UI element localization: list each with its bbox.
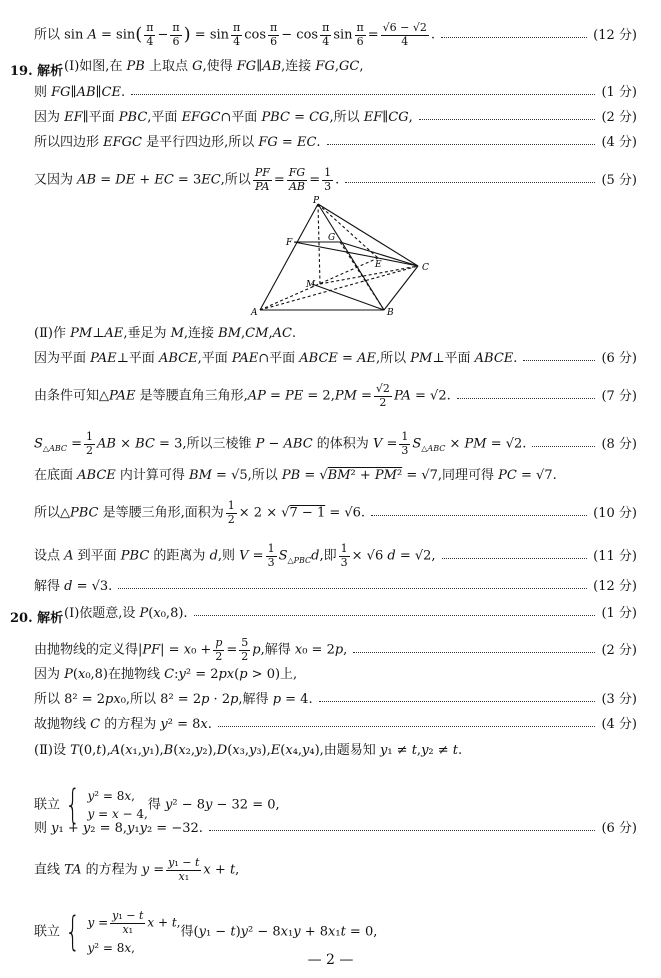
- line-19-10: 在底面 ABCE 内计算可得 BM = √5,所以 PB = √BM² + PM² = √7,同理可得 PC = √7.: [34, 468, 557, 483]
- line-19-3: 因为 EF∥平面 PBC,平面 EFGC∩平面 PBC = CG,所以 EF∥CG, (2 分): [34, 110, 637, 125]
- edge-PE: [318, 204, 378, 258]
- line-19-7: 因为平面 PAE⊥平面 ABCE,平面 PAE∩平面 ABCE = AE,所以 PM⊥平面 ABCE. (6 分): [34, 351, 637, 366]
- line-20-8: 则 y₁ + y₂ = 8,y₁y₂ = −32. (6 分): [34, 821, 637, 836]
- line-19-2: 则 FG∥AB∥CE. (1 分): [34, 85, 637, 100]
- label-C: C: [422, 263, 429, 273]
- label-F: F: [286, 238, 293, 248]
- page-number: — 2 —: [307, 952, 354, 968]
- edge-PA: [260, 204, 318, 310]
- question-20-header: 20. 解析: [10, 611, 64, 626]
- question-19-header: 19. 解析: [10, 64, 64, 79]
- edge-GB: [340, 242, 384, 310]
- edge-PM: [318, 204, 320, 284]
- edge-MB: [312, 284, 384, 310]
- line-20-1: (Ⅰ)依题意,设 P(x₀,8). (1 分): [64, 606, 637, 621]
- edge-MC: [320, 266, 418, 284]
- edge-BC: [384, 266, 418, 310]
- label-B: B: [387, 308, 394, 316]
- line-19-4: 所以四边形 EFGC 是平行四边形,所以 FG = EC. (4 分): [34, 135, 637, 150]
- line-19-11: 所以△PBC 是等腰三角形,面积为 $\frac{1}{2}$ × 2 × √7 − 1 = √6. (10 分): [34, 499, 637, 526]
- line-19-13: 解得 d = √3. (12 分): [34, 579, 637, 594]
- points: (12 分): [593, 27, 637, 43]
- line-20-9: 直线 TA 的方程为 y = $\frac{\text{y₁ − t}}{\text{x₁}}$ x + t,: [34, 856, 240, 883]
- line-19-1: (Ⅰ)如图,在 PB 上取点 G,使得 FG∥AB,连接 FG,GC,: [64, 59, 364, 74]
- line-20-6: (Ⅱ)设 T(0,t),A(x₁,y₁),B(x₂,y₂),D(x₃,y₃),E(x₄,y₄),由题易知 y₁ ≠ t,y₂ ≠ t.: [34, 743, 463, 758]
- edge-AC: [260, 266, 418, 310]
- line-20-3: 因为 P(x₀,8)在抛物线 C:y² = 2px(p > 0)上,: [34, 667, 298, 682]
- label-E: E: [375, 260, 382, 270]
- label-A: A: [251, 308, 258, 316]
- line-19-8: 由条件可知△PAE 是等腰直角三角形,AP = PE = 2,PM = $\frac{√2}{2}$ PA = √2. (7 分): [34, 382, 637, 409]
- line-19-9: $S_{\triangle ABC}$ = $\frac{1}{2}$ AB × BC = 3,所以三棱锥 P − ABC 的体积为 V = $\frac{1}{3}$ $S_{\triangle ABC}$ × PM = √2. (8 分): [34, 430, 637, 457]
- line-20-4: 所以 8² = 2px₀,所以 8² = 2p · 2p,解得 p = 4. (3 分): [34, 692, 637, 707]
- line-20-7: 联立 { y² = 8x, y = x − 4, 得 y² − 8y − 32 = 0,: [34, 782, 280, 828]
- line-19-6: (Ⅱ)作 PM⊥AE,垂足为 M,连接 BM,CM,AC.: [34, 326, 297, 341]
- line-sinA: 所以 sin A = sin( $\frac{\pi}{4}$ − $\frac{\pi}{6}$ ) = sin $\frac{\pi}{4}$ cos $\frac{\pi}{6}$ − cos $\frac{\pi}{4}$ sin $\frac{\pi}{6}$ = $\frac{√6 - √2}{4}$ . (12 分): [34, 21, 637, 48]
- pyramid-figure: [248, 194, 438, 316]
- line-19-5: 又因为 AB = DE + EC = 3EC,所以 $\frac{PF}{PA}$ = $\frac{FG}{AB}$ = $\frac{1}{3}$ . (5 分): [34, 166, 637, 193]
- label-P: P: [313, 196, 320, 206]
- line-19-12: 设点 A 到平面 PBC 的距离为 d,则 V = $\frac{1}{3}$ $S_{\triangle PBC}d$,即 $\frac{1}{3}$ × √6 d = √2, (11 分): [34, 542, 637, 569]
- label-G: G: [328, 233, 336, 243]
- line-20-5: 故抛物线 C 的方程为 y² = 8x. (4 分): [34, 717, 637, 732]
- label-M: M: [306, 280, 316, 290]
- line-20-2: 由抛物线的定义得|PF| = x₀ + $\frac{p}{2}$ = $\frac{5}{2}$ p,解得 x₀ = 2p, (2 分): [34, 636, 637, 663]
- line-20-10: 联立 { y = $\frac{\text{y₁ − t}}{\text{x₁}}$ x + t, y² = 8x, 得(y₁ − t)y² − 8x₁y + 8x₁t = 0,: [34, 909, 378, 956]
